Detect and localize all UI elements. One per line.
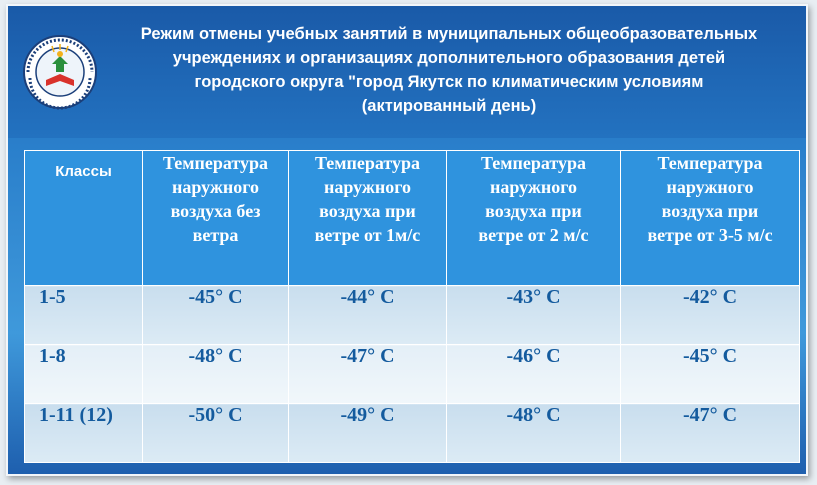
column-header-classes: Классы [25,151,143,286]
column-header-wind-1: Температура наружного воздуха при ветре от 1м/с [289,151,447,286]
table-cell: -47° С [621,404,800,463]
table-cell-classes: 1-8 [25,345,143,404]
table-cell: -48° С [447,404,621,463]
table-cell: -42° С [621,286,800,345]
title-line: Режим отмены учебных занятий в муниципальных общеобразовательных [140,25,758,43]
table-cell: -47° С [289,345,447,404]
table-cell: -45° С [143,286,289,345]
page-title [104,22,794,118]
column-header-wind-3-5: Температура наружного воздуха при ветре от 3-5 м/с [621,151,800,286]
slide [6,4,808,476]
title-line: городского округа "город Якутск по климатическим условиям [194,73,704,91]
table-cell: -46° С [447,345,621,404]
table-cell: -44° С [289,286,447,345]
title-line: учреждениях и организациях дополнительного образования детей [172,49,726,67]
table-row [25,345,800,404]
table-header-row [25,151,800,286]
column-header-no-wind: Температура наружного воздуха без ветра [143,151,289,286]
table-cell-classes: 1-11 (12) [25,404,143,463]
table-cell: -45° С [621,345,800,404]
table-cell: -49° С [289,404,447,463]
title-line: (актированный день) [361,97,537,115]
column-header-wind-2: Температура наружного воздуха при ветре от 2 м/с [447,151,621,286]
table-row [25,286,800,345]
table-cell: -48° С [143,345,289,404]
emblem-icon [22,34,98,110]
table-row [25,404,800,463]
table-cell-classes: 1-5 [25,286,143,345]
temperature-table [24,150,800,463]
table-cell: -50° С [143,404,289,463]
table-cell: -43° С [447,286,621,345]
